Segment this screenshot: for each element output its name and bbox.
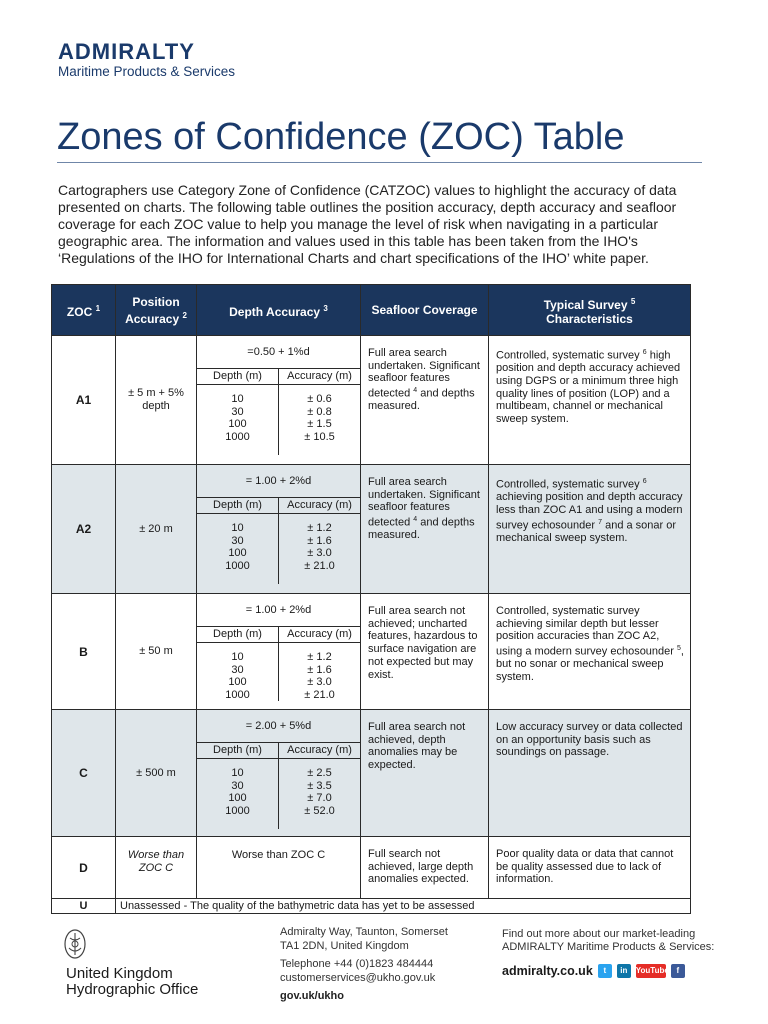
survey-characteristics: Controlled, systematic survey $^6$ high position and depth accuracy achieved using DGPS or a minimum three high quality lines of position (LOP) and a multibeam, channel or mechanical sweep system. xyxy=(489,336,691,465)
depth-value: 10 xyxy=(197,767,279,780)
accuracy-value: ± 1.2 xyxy=(307,651,332,663)
find-out-more xyxy=(502,928,722,978)
header-seafloor-coverage: Seafloor Coverage xyxy=(361,285,489,336)
brand-subtitle: Maritime Products & Services xyxy=(58,64,236,79)
depth-value: 10 xyxy=(197,393,279,406)
intro-paragraph xyxy=(58,182,706,267)
telephone: Telephone +44 (0)1823 484444 xyxy=(280,958,434,970)
zoc-value: U xyxy=(52,899,116,914)
seafloor-coverage: Full area search undertaken. Significant seafloor features detected $^4$ and depths measured. xyxy=(361,465,489,594)
depth-value: 100 xyxy=(197,676,279,689)
depth-accuracy xyxy=(197,710,361,837)
table-row xyxy=(52,710,691,837)
depth-value: 30 xyxy=(197,406,279,419)
accuracy-value: ± 0.8 xyxy=(307,405,332,418)
address-line: TA1 2DN, United Kingdom xyxy=(280,939,409,952)
accuracy-value: ± 1.2 xyxy=(307,522,332,534)
depth-subtable xyxy=(197,626,360,701)
zoc-value: A2 xyxy=(52,465,116,594)
linkedin-icon[interactable]: in xyxy=(617,964,631,978)
brand-name: ADMIRALTY xyxy=(58,39,195,64)
survey-characteristics: Controlled, systematic survey $^6$ achieving position and depth accuracy less than ZOC A1 and using a modern survey echosounder $^7$ and a sonar or mechanical sweep system. xyxy=(489,465,691,594)
intro-line: ‘Regulations of the IHO for International Charts and chart specifications of the IHO’ white paper. xyxy=(58,250,649,266)
inner-header-depth: Depth (m) xyxy=(197,627,279,643)
survey-characteristics: Low accuracy survey or data collected on an opportunity basis such as soundings on passage. xyxy=(489,710,691,837)
contact-address xyxy=(280,926,448,1004)
survey-characteristics: Poor quality data or data that cannot be quality assessed due to lack of information. xyxy=(489,837,691,899)
inner-header-accuracy: Accuracy (m) xyxy=(279,498,361,514)
youtube-icon[interactable]: YouTube xyxy=(636,964,666,978)
table-header-row xyxy=(52,285,691,336)
seafloor-coverage: Full area search not achieved, depth anomalies may be expected. xyxy=(361,710,489,837)
depth-value: 30 xyxy=(197,535,279,548)
depth-formula: = 1.00 + 2%d xyxy=(245,604,312,616)
accuracy-value: ± 1.5 xyxy=(307,418,332,430)
table-row-unassessed xyxy=(52,899,691,914)
intro-line: geographic area. The information and values used in this table has been taken from the IHO's xyxy=(58,233,638,249)
accuracy-value: ± 3.0 xyxy=(307,676,332,688)
findout-line: ADMIRALTY Maritime Products & Services: xyxy=(502,941,715,953)
header-survey-characteristics: Typical Survey $^5$ Characteristics xyxy=(489,285,691,336)
zoc-value: A1 xyxy=(52,336,116,465)
intro-line: coverage for each ZOC value to help you manage the level of risk when navigating in a particular xyxy=(58,216,659,232)
depth-accuracy xyxy=(197,594,361,710)
accuracy-value: ± 1.6 xyxy=(307,663,332,676)
depth-formula: = 2.00 + 5%d xyxy=(245,720,312,732)
depth-value: 10 xyxy=(197,651,279,664)
ukho-name-line2: Hydrographic Office xyxy=(66,981,199,998)
twitter-icon[interactable]: t xyxy=(598,964,612,978)
depth-value: 100 xyxy=(197,418,279,431)
depth-value: 30 xyxy=(197,780,279,793)
depth-accuracy xyxy=(197,336,361,465)
accuracy-value: ± 0.6 xyxy=(307,393,332,405)
seafloor-coverage: Full search not achieved, large depth anomalies expected. xyxy=(361,837,489,899)
inner-header-depth: Depth (m) xyxy=(197,369,279,385)
facebook-icon[interactable]: f xyxy=(671,964,685,978)
depth-value: 1000 xyxy=(197,805,279,818)
accuracy-value: ± 3.0 xyxy=(307,547,332,559)
header-position-accuracy: Position Accuracy $^2$ xyxy=(116,285,197,336)
crest-icon xyxy=(63,928,87,964)
ukho-name-line1: United Kingdom xyxy=(66,965,173,982)
table-row xyxy=(52,336,691,465)
accuracy-value: ± 21.0 xyxy=(304,559,335,572)
inner-header-accuracy: Accuracy (m) xyxy=(279,627,361,643)
inner-header-depth: Depth (m) xyxy=(197,743,279,759)
gov-link[interactable]: gov.uk/ukho xyxy=(280,990,344,1002)
survey-characteristics: Controlled, systematic survey achieving similar depth but lesser position accuracies than ZOC A2, using a modern survey echosounder $^5$, but no sonar or mechanical sweep system. xyxy=(489,594,691,710)
unassessed-description: Unassessed - The quality of the bathymetric data has yet to be assessed xyxy=(116,899,691,914)
website-link[interactable]: admiralty.co.uk xyxy=(502,963,593,978)
depth-value: 30 xyxy=(197,664,279,677)
seafloor-coverage: Full area search not achieved; uncharted features, hazardous to surface navigation are not expected but may exist. xyxy=(361,594,489,710)
table-row xyxy=(52,594,691,710)
email-link[interactable]: customerservices@ukho.gov.uk xyxy=(280,971,436,984)
zoc-value: B xyxy=(52,594,116,710)
accuracy-value: ± 7.0 xyxy=(307,792,332,804)
page-title: Zones of Confidence (ZOC) Table xyxy=(57,116,625,158)
position-accuracy: ± 5 m + 5% depth xyxy=(116,336,197,465)
depth-formula: = 1.00 + 2%d xyxy=(245,475,312,487)
depth-accuracy xyxy=(197,465,361,594)
inner-header-depth: Depth (m) xyxy=(197,498,279,514)
ukho-logo xyxy=(60,928,210,998)
depth-accuracy: Worse than ZOC C xyxy=(197,837,361,899)
position-accuracy: Worse than ZOC C xyxy=(116,837,197,899)
depth-value: 1000 xyxy=(197,689,279,702)
inner-header-accuracy: Accuracy (m) xyxy=(279,369,361,385)
depth-formula: =0.50 + 1%d xyxy=(247,346,310,358)
depth-value: 1000 xyxy=(197,431,279,444)
depth-subtable xyxy=(197,368,360,455)
address-line: Admiralty Way, Taunton, Somerset xyxy=(280,926,448,938)
accuracy-value: ± 2.5 xyxy=(307,767,332,779)
depth-value: 10 xyxy=(197,522,279,535)
accuracy-value: ± 21.0 xyxy=(304,688,335,701)
position-accuracy: ± 20 m xyxy=(116,465,197,594)
header-depth-accuracy: Depth Accuracy $^3$ xyxy=(197,285,361,336)
intro-line: Cartographers use Category Zone of Confidence (CATZOC) values to highlight the accuracy of data xyxy=(58,182,677,198)
seafloor-coverage: Full area search undertaken. Significant seafloor features detected $^4$ and depths measured. xyxy=(361,336,489,465)
accuracy-value: ± 3.5 xyxy=(307,779,332,792)
table-row xyxy=(52,465,691,594)
position-accuracy: ± 500 m xyxy=(116,710,197,837)
position-accuracy: ± 50 m xyxy=(116,594,197,710)
findout-line: Find out more about our market-leading xyxy=(502,928,696,940)
zoc-value: C xyxy=(52,710,116,837)
depth-value: 100 xyxy=(197,547,279,560)
inner-header-accuracy: Accuracy (m) xyxy=(279,743,361,759)
depth-value: 100 xyxy=(197,792,279,805)
accuracy-value: ± 1.6 xyxy=(307,534,332,547)
table-row xyxy=(52,837,691,899)
depth-subtable xyxy=(197,742,360,829)
intro-line: presented on charts. The following table outlines the position accuracy, depth accuracy and seafloor xyxy=(58,199,677,215)
header-zoc: ZOC $^1$ xyxy=(52,285,116,336)
accuracy-value: ± 10.5 xyxy=(304,430,335,443)
zoc-table xyxy=(51,284,691,914)
brand-logo xyxy=(58,40,235,80)
accuracy-value: ± 52.0 xyxy=(304,804,335,817)
zoc-value: D xyxy=(52,837,116,899)
depth-value: 1000 xyxy=(197,560,279,573)
depth-subtable xyxy=(197,497,360,584)
title-divider xyxy=(57,162,702,163)
